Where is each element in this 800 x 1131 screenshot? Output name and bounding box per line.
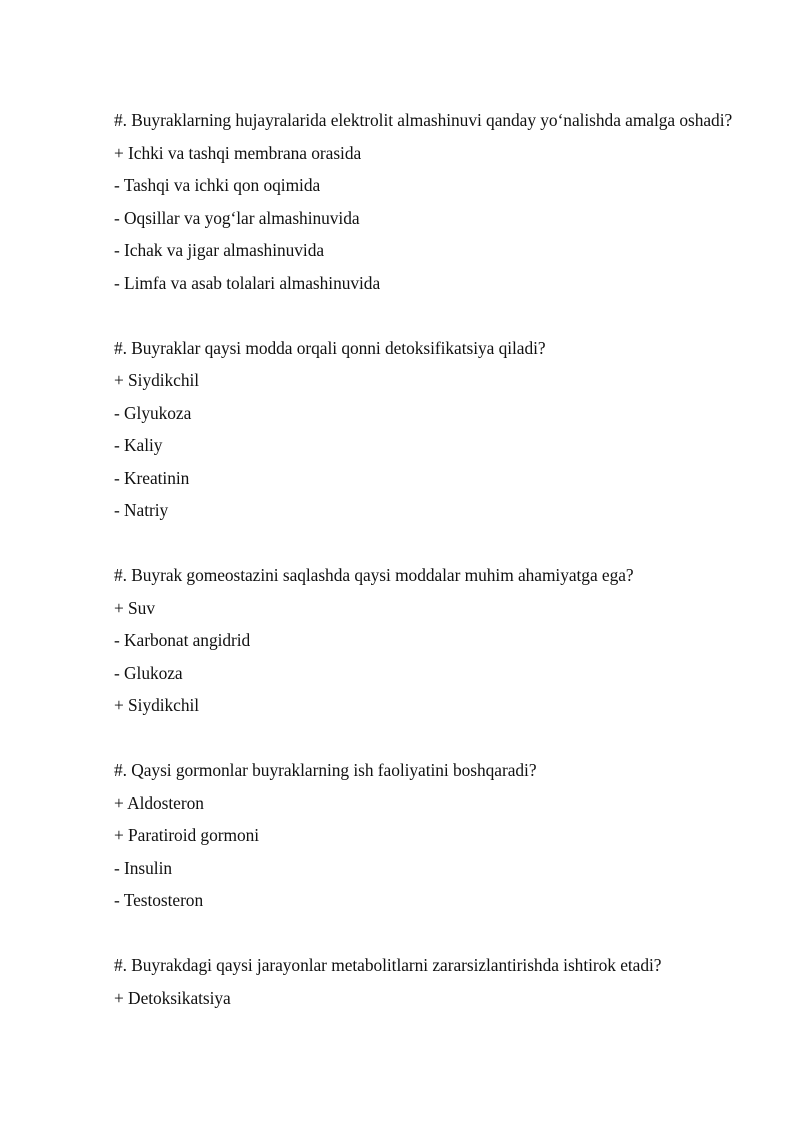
document-page — [114, 104, 754, 1047]
question-text: #. Qaysi gormonlar buyraklarning ish faoliyatini boshqaradi? — [114, 760, 537, 780]
answer-option: - Oqsillar va yog‘lar almashinuvida — [114, 207, 360, 228]
answer-option: - Kaliy — [114, 435, 163, 455]
question-text: #. Buyraklar qaysi modda orqali qonni detoksifikatsiya qiladi? — [114, 337, 546, 358]
answer-option: - Karbonat angidrid — [114, 630, 251, 650]
answer-option: + Siydikchil — [114, 370, 200, 390]
answer-option: - Limfa va asab tolalari almashinuvida — [114, 272, 381, 293]
answer-option: - Natriy — [114, 500, 169, 520]
answer-option: + Ichki va tashqi membrana orasida — [114, 142, 362, 163]
answer-option: - Kreatinin — [114, 467, 190, 488]
question-text: #. Buyrakdagi qaysi jarayonlar metabolitlarni zararsizlantirishda ishtirok etadi? — [114, 955, 662, 975]
answer-option: - Glyukoza — [114, 402, 192, 423]
answer-option: - Insulin — [114, 857, 172, 878]
answer-option: - Tashqi va ichki qon oqimida — [114, 175, 321, 195]
answer-option: + Aldosteron — [114, 792, 204, 813]
answer-option: + Paratiroid gormoni — [114, 825, 260, 845]
question-text: #. Buyrak gomeostazini saqlashda qaysi moddalar muhim ahamiyatga ega? — [114, 565, 634, 585]
answer-option: - Glukoza — [114, 662, 183, 683]
question-block-1 — [114, 104, 754, 299]
answer-option: - Ichak va jigar almashinuvida — [114, 240, 325, 260]
question-block-4 — [114, 754, 754, 917]
question-block-2 — [114, 332, 754, 527]
answer-option: - Testosteron — [114, 890, 204, 910]
question-block-5 — [114, 949, 754, 1014]
question-text: #. Buyraklarning hujayralarida elektrolit almashinuvi qanday yo‘nalishda amalga oshadi? — [114, 110, 733, 130]
answer-option: + Suv — [114, 597, 155, 618]
answer-option: + Siydikchil — [114, 695, 200, 715]
answer-option: + Detoksikatsiya — [114, 987, 231, 1008]
question-block-3 — [114, 559, 754, 722]
